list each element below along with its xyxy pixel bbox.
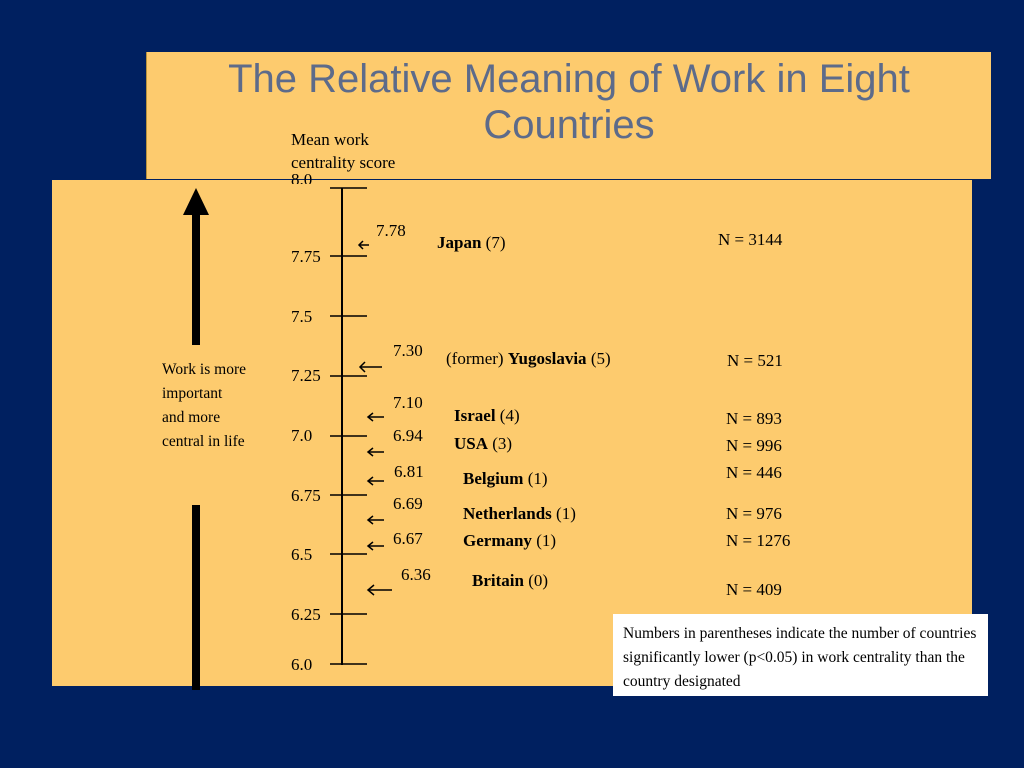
tick-label: 8.0 bbox=[291, 172, 313, 184]
score-value: 6.69 bbox=[393, 494, 423, 513]
country-label-netherlands: Netherlands (1) bbox=[463, 504, 576, 523]
score-value: 7.78 bbox=[376, 221, 406, 240]
tick-marks bbox=[330, 188, 367, 664]
score-value: 6.36 bbox=[401, 565, 431, 584]
tick-label: 7.75 bbox=[291, 247, 321, 266]
sample-size: N = 996 bbox=[726, 436, 782, 455]
country-label-britain: Britain (0) bbox=[472, 571, 549, 590]
tick-label: 6.5 bbox=[291, 545, 313, 564]
country-label-usa: USA (3) bbox=[454, 434, 513, 453]
score-value: 6.81 bbox=[394, 462, 424, 481]
arrow-germany bbox=[368, 542, 384, 550]
footnote-text: Numbers in parentheses indicate the number of countries significantly lower (p<0.05) in work centrality than the country designated bbox=[623, 625, 977, 690]
country-label-belgium: Belgium (1) bbox=[463, 469, 548, 488]
pointer-arrows bbox=[359, 241, 392, 595]
arrow-japan bbox=[359, 241, 369, 249]
score-value: 7.30 bbox=[393, 341, 423, 360]
sample-size: N = 976 bbox=[726, 504, 782, 523]
axis-label-line1: Mean work bbox=[291, 130, 369, 149]
footnote-box bbox=[613, 614, 988, 696]
tick-label: 7.25 bbox=[291, 366, 321, 385]
tick-label: 6.0 bbox=[291, 655, 313, 674]
arrow-yugoslavia bbox=[360, 362, 382, 372]
sample-size: N = 409 bbox=[726, 580, 782, 599]
sample-size: N = 446 bbox=[726, 463, 782, 482]
tick-label: 7.0 bbox=[291, 426, 313, 445]
tick-label: 7.5 bbox=[291, 307, 313, 326]
score-value: 6.67 bbox=[393, 529, 423, 548]
score-value: 6.94 bbox=[393, 426, 423, 445]
arrow-netherlands bbox=[368, 516, 384, 524]
sample-size: N = 521 bbox=[727, 351, 783, 370]
score-value: 7.10 bbox=[393, 393, 423, 412]
arrow-usa bbox=[368, 448, 384, 456]
tick-label: 6.75 bbox=[291, 486, 321, 505]
country-label-japan: Japan (7) bbox=[437, 233, 506, 252]
arrow-belgium bbox=[368, 477, 384, 485]
slide-title: The Relative Meaning of Work in Eight Countries bbox=[228, 57, 910, 147]
tick-label: 6.25 bbox=[291, 605, 321, 624]
arrow-britain bbox=[368, 585, 392, 595]
country-label-israel: Israel (4) bbox=[454, 406, 520, 425]
side-arrow-head bbox=[183, 188, 209, 215]
country-label-yugoslavia: (former) Yugoslavia (5) bbox=[446, 349, 611, 368]
sample-size: N = 893 bbox=[726, 409, 782, 428]
country-label-germany: Germany (1) bbox=[463, 531, 557, 550]
side-arrow-text: Work is more important and more central in life bbox=[162, 361, 246, 450]
arrow-israel bbox=[368, 413, 384, 421]
axis-label-line2: centrality score bbox=[291, 153, 396, 172]
sample-size: N = 3144 bbox=[718, 230, 783, 249]
sample-size: N = 1276 bbox=[726, 531, 791, 550]
